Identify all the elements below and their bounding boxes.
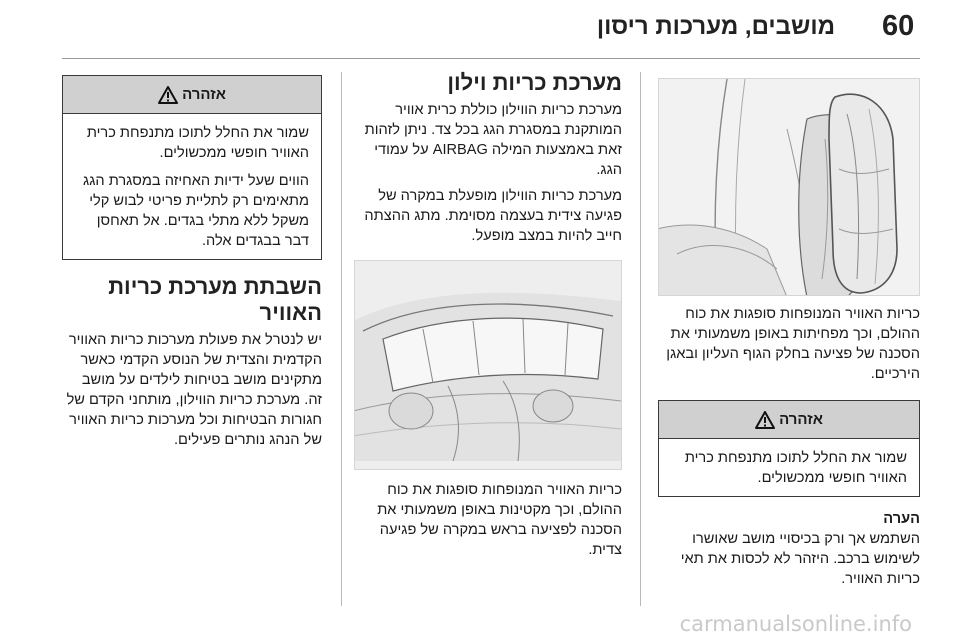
running-title: מושבים, מערכות ריסון	[596, 13, 835, 40]
page-header	[0, 0, 960, 60]
header-rule	[62, 58, 920, 59]
airbag-deactivation-heading: השבתת מערכת כריות האוויר	[108, 274, 322, 325]
column-divider-right	[640, 72, 641, 606]
warning-header	[659, 401, 919, 439]
warning-box-right	[658, 400, 920, 497]
page-number: 60	[882, 10, 915, 42]
curtain-airbag-paragraph-2: מערכת כריות הווילון מופעלת במקרה של פגיעה צידית בעצמה מסוימת. מתג ההצתה חייב להיות במצב מופעל.	[364, 188, 622, 244]
warning-body	[659, 439, 919, 496]
left-column	[62, 75, 322, 450]
warning-triangle-icon	[158, 86, 178, 104]
curtain-airbag-heading: מערכת כריות וילון	[447, 70, 622, 95]
warning-text: שמור את החלל לתוכו מתנפחת כרית האוויר חופשי ממכשולים.	[684, 450, 907, 486]
side-airbag-caption: כריות האוויר המנופחות סופגות את כוח ההולם, וכך מפחיתות באופן משמעותי את הסכנה של פציעה בחלק הגוף העליון ובאגן הירכיים.	[666, 306, 920, 382]
warning-triangle-icon	[755, 411, 775, 429]
warning-box-left	[62, 75, 322, 260]
curtain-airbag-drawing	[354, 261, 621, 470]
right-column	[658, 78, 920, 589]
curtain-airbag-illustration	[354, 260, 622, 470]
note-text: השתמש אך ורק בכיסויי מושב שאושרו לשימוש ברכב. היזהר לא לכסות את תאי כריות האוויר.	[680, 531, 920, 587]
note-block	[658, 509, 920, 589]
warning-header	[63, 76, 321, 114]
note-title: הערה	[883, 511, 920, 527]
side-airbag-illustration	[658, 78, 920, 296]
warning-title: אזהרה	[779, 411, 823, 428]
warning-body	[63, 114, 321, 259]
watermark: carmanualsonline.info	[679, 612, 912, 636]
warning-text-1: שמור את החלל לתוכו מתנפחת כרית האוויר חופשי ממכשולים.	[86, 125, 309, 161]
curtain-airbag-caption: כריות האוויר המנופחות סופגות את כוח ההולם, וכך מקטינות באופן משמעותי את הסכנה לפציעה בראש במקרה של פגיעה צדית.	[377, 482, 622, 558]
column-divider-left	[341, 72, 342, 606]
middle-column	[354, 70, 622, 560]
airbag-deactivation-paragraph: יש לנטרל את פעולת מערכות כריות האוויר הקדמית והצדית של הנוסע הקדמי כאשר מתקינים מושב בטיחות לילדים על מושב זה. מערכת כריות הווילון, מותחני הקדם של חגורות הבטיחות וכל מערכות כריות האוויר של הנהג נותרים פעילים.	[66, 332, 322, 448]
warning-text-2: הווים שעל ידיות האחיזה במסגרת הגג מתאימים רק לתליית פריטי לבוש קלי משקל ללא מתלי בגדים. אל תאחסן דבר בבגדים אלה.	[83, 173, 309, 249]
warning-title: אזהרה	[182, 86, 226, 103]
curtain-airbag-paragraph-1: מערכת כריות הווילון כוללת כרית אוויר המותקנת במסגרת הגג בכל צד. ניתן לזהות זאת באמצעות המילה AIRBAG על עמודי הגג.	[364, 102, 622, 178]
side-airbag-drawing	[658, 79, 919, 296]
